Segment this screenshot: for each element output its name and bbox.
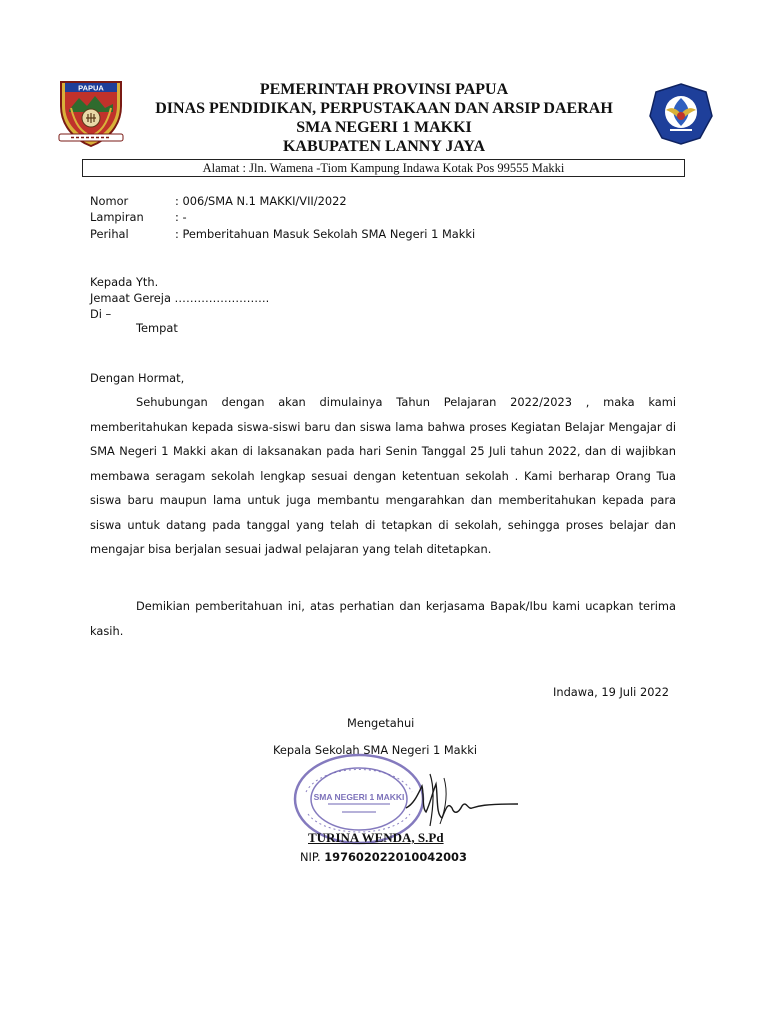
address-bar: Alamat : Jln. Wamena -Tiom Kampung Indawa Kotak Pos 99555 Makki: [82, 159, 685, 177]
stamp-text: SMA NEGERI 1 MAKKI: [313, 792, 405, 802]
body-paragraph-1: Sehubungan dengan akan dimulainya Tahun Pelajaran 2022/2023 , maka kami memberitahukan kepada siswa-siswi baru dan siswa lama bahwa proses Kegiatan Belajar Mengajar di SMA Negeri 1 Makki akan di laksanakan pada hari Senin Tanggal 25 Juli tahun 2022, dan di wajibkan membawa seragam sekolah lengkap sesuai dengan ketentuan sekolah . Kami berharap Orang Tua siswa baru maupun lama untuk juga membantu mengarahkan dan memberitahukan kepada para siswa untuk datang pada tanggal yang telah di tetapkan di sekolah, sehingga proses belajar dan mengajar bisa berjalan sesuai jadwal pelajaran yang telah ditetapkan.: [90, 395, 676, 556]
letterhead-line-4: KABUPATEN LANNY JAYA: [282, 138, 486, 155]
nomor-value: : 006/SMA N.1 MAKKI/VII/2022: [175, 194, 347, 208]
emblem-papua-text: PAPUA: [78, 83, 104, 93]
recipient-line-1: Kepada Yth.: [90, 275, 159, 289]
recipient-line-4: Tempat: [136, 321, 178, 335]
nomor-label: Nomor: [90, 194, 129, 208]
signatory-position: Kepala Sekolah SMA Negeri 1 Makki: [273, 743, 478, 757]
papua-emblem-logo: [55, 78, 127, 150]
salutation: Dengan Hormat,: [90, 371, 185, 385]
nip-value: 197602022010042003: [324, 850, 467, 864]
lampiran-label: Lampiran: [90, 210, 144, 224]
letterhead-line-1: PEMERINTAH PROVINSI PAPUA: [259, 81, 509, 98]
nip-line: [300, 850, 467, 864]
signatory-name: TURINA WENDA, S.Pd: [308, 830, 444, 845]
letterhead-line-3: SMA NEGERI 1 MAKKI: [296, 119, 472, 136]
recipient-line-3: Di –: [90, 307, 112, 321]
body-paragraph-2: Demikian pemberitahuan ini, atas perhatian dan kerjasama Bapak/Ibu kami ucapkan terima kasih.: [90, 599, 676, 638]
perihal-value: : Pemberitahuan Masuk Sekolah SMA Negeri 1 Makki: [175, 227, 476, 241]
tut-wuri-handayani-logo: [648, 82, 714, 146]
letterhead-line-2: DINAS PENDIDIKAN, PERPUSTAKAAN DAN ARSIP DAERAH: [155, 100, 613, 117]
place-date: Indawa, 19 Juli 2022: [553, 685, 669, 699]
signature: [400, 764, 520, 834]
nip-label: NIP.: [300, 850, 321, 864]
acknowledged-label: Mengetahui: [347, 716, 415, 730]
recipient-line-2: Jemaat Gereja …………………….: [90, 291, 270, 305]
lampiran-value: : -: [175, 210, 187, 224]
perihal-label: Perihal: [90, 227, 129, 241]
